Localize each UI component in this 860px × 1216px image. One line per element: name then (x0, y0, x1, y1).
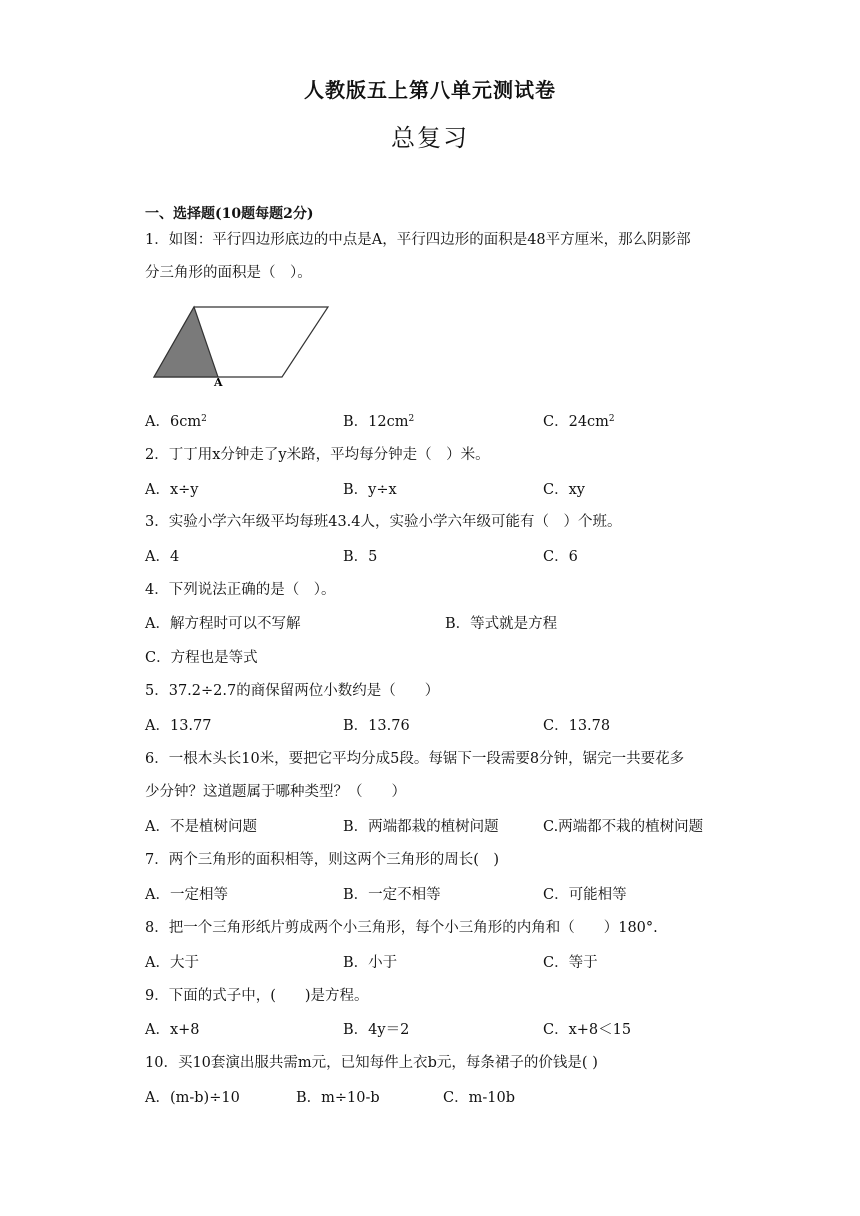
q6-option-b[interactable]: B．两端都栽的植树问题 (343, 819, 499, 835)
q6-option-c[interactable]: C.两端都不栽的植树问题 (543, 819, 704, 835)
question-4: 4．下列说法正确的是（ ）。 (145, 582, 336, 598)
q2-option-a[interactable]: A．x÷y (145, 482, 199, 498)
q1-option-b[interactable] (343, 412, 414, 432)
q1-option-c[interactable] (543, 412, 615, 432)
q1-option-c-sup: 2 (608, 414, 615, 424)
q2-option-b[interactable]: B．y÷x (343, 482, 397, 498)
q5-option-b[interactable]: B．13.76 (343, 718, 410, 734)
q8-option-c[interactable]: C．等于 (543, 955, 598, 971)
q2-option-c[interactable]: C．xy (543, 482, 585, 498)
q1-option-a-sup: 2 (201, 414, 207, 424)
q9-option-b[interactable]: B．4y＝2 (343, 1022, 410, 1038)
q4-option-c[interactable]: C．方程也是等式 (145, 650, 258, 666)
q7-option-b[interactable]: B．一定不相等 (343, 887, 441, 903)
parallelogram-figure (150, 305, 332, 387)
q1-option-c-text: C．24cm (543, 414, 609, 430)
q6-option-a[interactable]: A．不是植树问题 (145, 819, 257, 835)
q10-option-a[interactable]: A．(m-b)÷10 (145, 1090, 240, 1106)
q3-option-a[interactable]: A．4 (145, 549, 180, 565)
q9-option-a[interactable]: A．x+8 (145, 1022, 200, 1038)
question-7: 7．两个三角形的面积相等，则这两个三角形的周长( ) (145, 852, 500, 868)
q1-option-b-sup: 2 (408, 414, 415, 424)
question-5: 5．37.2÷2.7的商保留两位小数约是（ ） (145, 683, 440, 699)
q1-option-b-text: B．12cm (343, 414, 409, 430)
question-9: 9．下面的式子中，( )是方程。 (145, 988, 369, 1004)
question-1-line-2: 分三角形的面积是（ ）。 (145, 265, 312, 281)
q8-option-a[interactable]: A．大于 (145, 955, 199, 971)
section-heading: 一、选择题(10题每题2分) (145, 206, 314, 222)
q3-option-b[interactable]: B．5 (343, 549, 378, 565)
question-8: 8．把一个三角形纸片剪成两个小三角形，每个小三角形的内角和（ ）180°. (145, 920, 658, 936)
q5-option-c[interactable]: C．13.78 (543, 718, 611, 734)
question-6-line-2: 少分钟？这道题属于哪种类型？（ ） (145, 784, 406, 800)
q9-option-c[interactable]: C．x+8＜15 (543, 1022, 632, 1038)
question-3: 3．实验小学六年级平均每班43.4人，实验小学六年级可能有（ ）个班。 (145, 514, 622, 530)
page-title: 人教版五上第八单元测试卷 (304, 78, 556, 102)
point-a-label: A (214, 376, 223, 387)
page-subtitle: 总复习 (391, 124, 469, 152)
question-6-line-1: 6．一根木头长10米，要把它平均分成5段。每锯下一段需要8分钟，锯完一共要花多 (145, 751, 685, 767)
q10-option-b[interactable]: B．m÷10-b (296, 1090, 380, 1106)
q4-option-a[interactable]: A．解方程时可以不写解 (145, 616, 301, 632)
q8-option-b[interactable]: B．小于 (343, 955, 398, 971)
q3-option-c[interactable]: C．6 (543, 549, 578, 565)
question-2: 2．丁丁用x分钟走了y米路，平均每分钟走（ ）米。 (145, 447, 490, 463)
q1-option-a[interactable] (145, 412, 207, 432)
question-1-line-1: 1．如图：平行四边形底边的中点是A，平行四边形的面积是48平方厘米，那么阴影部 (145, 232, 691, 248)
q10-option-c[interactable]: C．m-10b (443, 1090, 515, 1106)
question-10: 10．买10套演出服共需m元，已知每件上衣b元，每条裙子的价钱是( ) (145, 1055, 598, 1071)
q4-option-b[interactable]: B．等式就是方程 (445, 616, 558, 632)
q7-option-a[interactable]: A．一定相等 (145, 887, 228, 903)
q7-option-c[interactable]: C．可能相等 (543, 887, 627, 903)
q5-option-a[interactable]: A．13.77 (145, 718, 212, 734)
q1-option-a-text: A．6cm (145, 414, 202, 430)
